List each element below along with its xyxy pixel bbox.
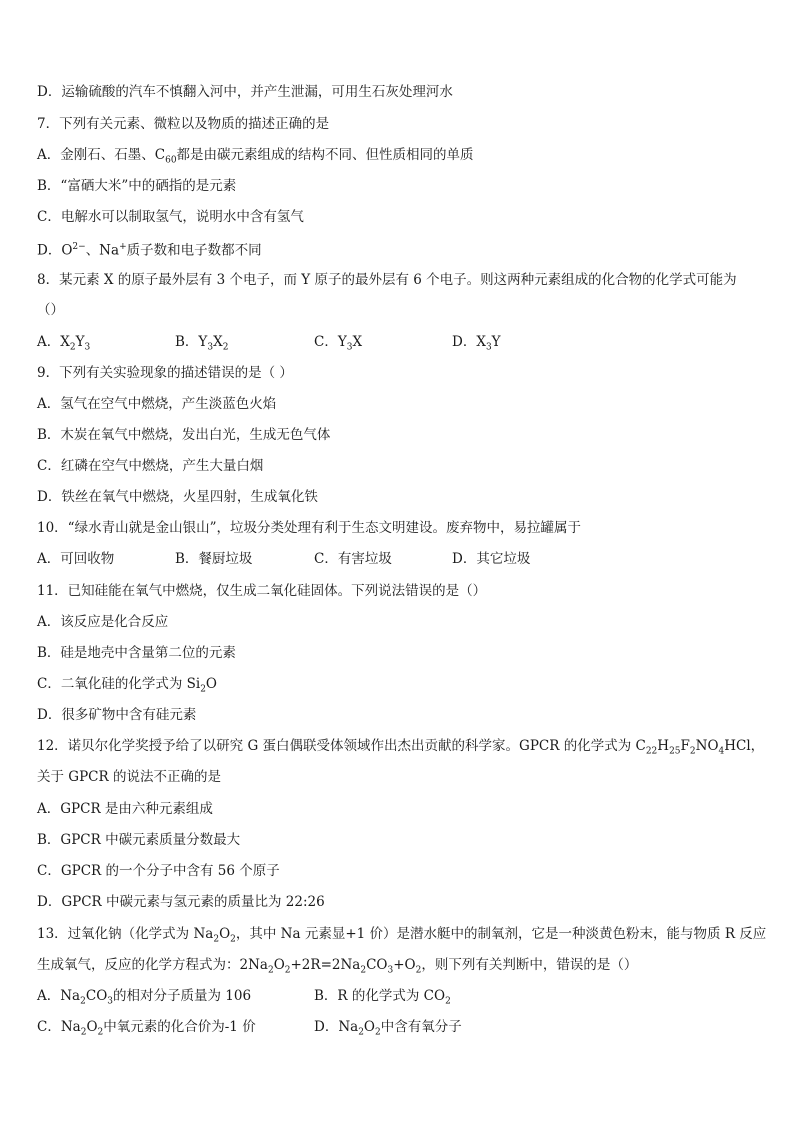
q10-option-c: C．有害垃圾 (314, 551, 392, 567)
q13-option-b: B．R 的化学式为 $CO_2$ (314, 988, 451, 1007)
q7-option-d: D．$O^{2-}$、Na+质子数和电子数都不同 (37, 242, 262, 259)
q11-option-d: D．很多矿物中含有硅元素 (37, 707, 197, 723)
q13-option-d: D．$Na_2O_2$中含有氧分子 (314, 1019, 462, 1038)
q7-stem: 7．下列有关元素、微粒以及物质的描述正确的是 (37, 116, 330, 132)
q9-option-c: C．红磷在空气中燃烧，产生大量白烟 (37, 458, 264, 474)
q9-stem: 9．下列有关实验现象的描述错误的是（ ） (37, 365, 293, 381)
q7-option-b: B．“富硒大米”中的硒指的是元素 (37, 178, 237, 194)
q8-stem-line1: 8．某元素 X 的原子最外层有 3 个电子，而 Y 原子的最外层有 6 个电子。则这两种元素组成的化合物的化学式可能为 (37, 272, 737, 288)
q11-option-c: C．二氧化硅的化学式为 $Si_2O$ (37, 676, 217, 695)
q9-option-a: A．氢气在空气中燃烧，产生淡蓝色火焰 (37, 396, 277, 412)
q8-option-c: C．$Y_3X$ (314, 334, 363, 353)
q12-stem-line1: 12．诺贝尔化学奖授予给了以研究 G 蛋白偶联受体领域作出杰出贡献的科学家。GPCR 的化学式为 $C_{22}H_{25}F_2NO_4HCl$， (37, 738, 765, 757)
q12-option-c: C．GPCR 的一个分子中含有 56 个原子 (37, 863, 280, 879)
q7-option-a: A．金刚石、石墨、$C_{60}$都是由碳元素组成的结构不同、但性质相同的单质 (37, 147, 474, 166)
q12-option-d: D．GPCR 中碳元素与氢元素的质量比为 22:26 (37, 894, 325, 910)
q11-option-b: B．硅是地壳中含量第二位的元素 (37, 645, 236, 661)
q8-stem-line2: （） (37, 302, 64, 318)
q7-option-c: C．电解水可以制取氢气，说明水中含有氢气 (37, 209, 304, 225)
q11-option-a: A．该反应是化合反应 (37, 614, 169, 630)
q11-stem: 11．已知硅能在氧气中燃烧，仅生成二氧化硅固体。下列说法错误的是（） (37, 583, 487, 599)
q12-option-b: B．GPCR 中碳元素质量分数最大 (37, 832, 241, 848)
q9-option-d: D．铁丝在氧气中燃烧，火星四射，生成氧化铁 (37, 489, 318, 505)
q9-option-b: B．木炭在氧气中燃烧，发出白光，生成无色气体 (37, 427, 331, 443)
q13-stem-line2: 生成氧气，反应的化学方程式为：$2Na_2O_2+2R=2Na_2CO_3+O_2$，则下列有关判断中，错误的是（） (37, 957, 638, 976)
q13-option-a: A．$Na_2CO_3$的相对分子质量为 106 (37, 988, 252, 1007)
q10-option-b: B．餐厨垃圾 (175, 551, 253, 567)
q13-stem-line1: 13．过氧化钠（化学式为 $Na_2O_2$，其中 Na 元素显+1 价）是潜水艇中的制氧剂，它是一种淡黄色粉末，能与物质 R 反应 (37, 926, 767, 945)
q12-stem-line2: 关于 GPCR 的说法不正确的是 (37, 769, 221, 785)
q6-option-d: D．运输硫酸的汽车不慎翻入河中，并产生泄漏，可用生石灰处理河水 (37, 84, 453, 100)
q10-option-d: D．其它垃圾 (452, 551, 531, 567)
q12-option-a: A．GPCR 是由六种元素组成 (37, 801, 213, 817)
q13-option-c: C．$Na_2O_2$中氧元素的化合价为-1 价 (37, 1019, 256, 1038)
q10-stem: 10．“绿水青山就是金山银山”，垃圾分类处理有利于生态文明建设。废弃物中，易拉罐属于 (37, 520, 581, 536)
q8-option-d: D．$X_3Y$ (452, 334, 501, 353)
q8-option-a: A．$X_2Y_3$ (37, 334, 91, 353)
q8-option-b: B．$Y_3X_2$ (175, 334, 229, 353)
q10-option-a: A．可回收物 (37, 551, 115, 567)
